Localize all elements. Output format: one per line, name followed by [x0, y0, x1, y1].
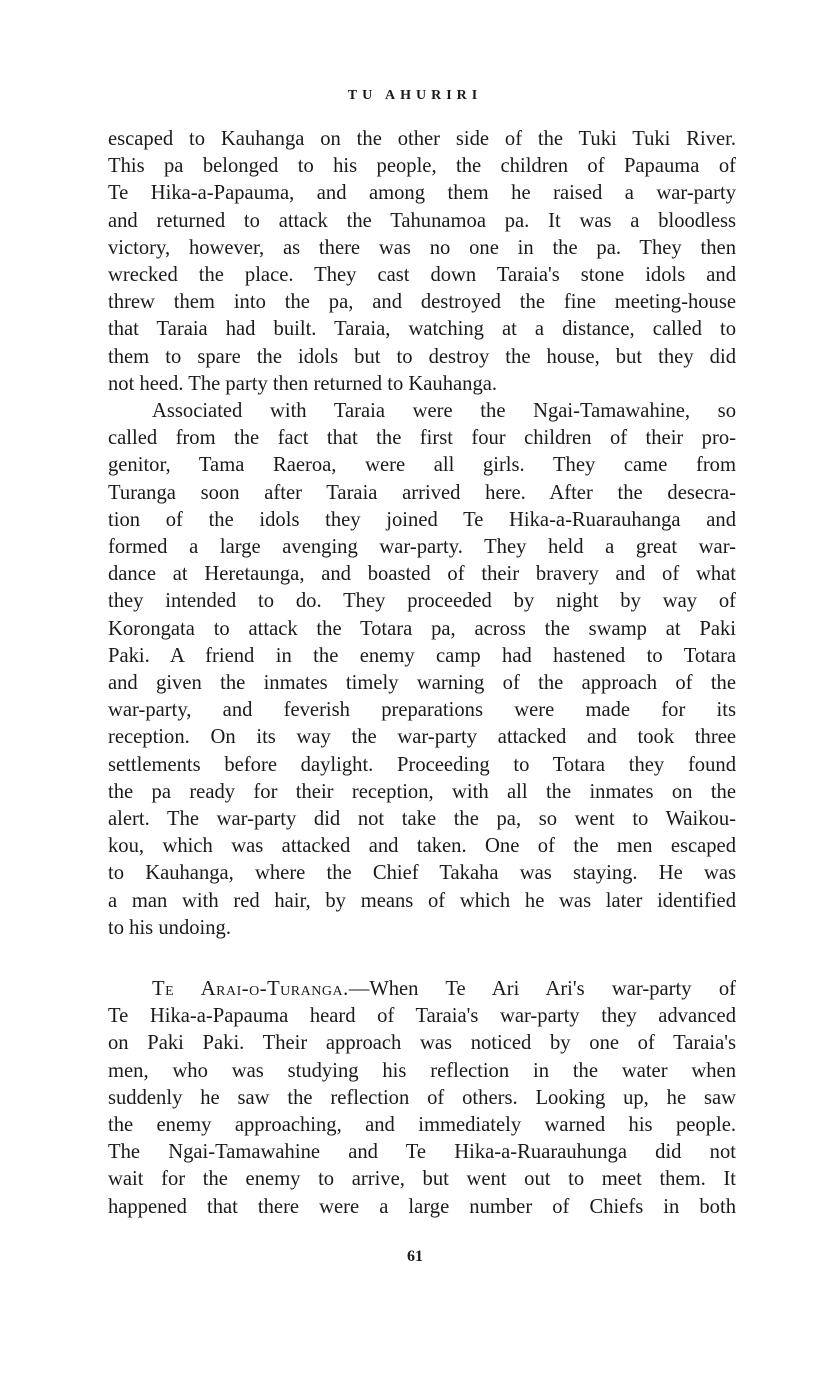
text-line: men, who was studying his reflection in the water when — [108, 1059, 736, 1082]
text-line: to Kauhanga, where the Chief Takaha was staying. He was — [108, 862, 736, 885]
text-line: kou, which was attacked and taken. One of the men escaped — [108, 835, 736, 858]
text-line: a man with red hair, by means of which he was later identified — [108, 889, 736, 912]
text-line: happened that there were a large number of Chiefs in both — [108, 1195, 736, 1218]
text-line: war-party, and feverish preparations were made for its — [108, 699, 736, 722]
text-line: Turanga soon after Taraia arrived here. After the desecra- — [108, 481, 736, 504]
text-line: This pa belonged to his people, the children of Papauma of — [108, 155, 736, 178]
text-line: wrecked the place. They cast down Taraia's stone idols and — [108, 264, 736, 287]
text-line: settlements before daylight. Proceeding to Totara they found — [108, 753, 736, 776]
text-line: Te Hika-a-Papauma heard of Taraia's war-party they advanced — [108, 1005, 736, 1028]
text-line: to his undoing. — [108, 916, 231, 939]
text-line-rest: —When Te Ari Ari's war-party of — [348, 978, 736, 1000]
text-line: The Ngai-Tamawahine and Te Hika-a-Ruarauhunga did not — [108, 1141, 736, 1164]
text-line: tion of the idols they joined Te Hika-a-Ruarauhanga and — [108, 508, 736, 531]
text-line: called from the fact that the first four children of their pro- — [108, 427, 736, 450]
text-line: alert. The war-party did not take the pa, so went to Waikou- — [108, 808, 736, 831]
text-line: the enemy approaching, and immediately warned his people. — [108, 1114, 736, 1137]
body-text-lower — [108, 976, 736, 1221]
text-line: victory, however, as there was no one in the pa. They then — [108, 236, 736, 259]
text-line: formed a large avenging war-party. They held a great war- — [108, 536, 736, 559]
text-line: Paki. A friend in the enemy camp had hastened to Totara — [108, 644, 736, 667]
text-line: they intended to do. They proceeded by night by way of — [108, 590, 736, 613]
section-first-line — [108, 976, 736, 1003]
body-text-upper — [108, 126, 736, 942]
text-line: suddenly he saw the reflection of others. Looking up, he saw — [108, 1086, 736, 1109]
text-line: and given the inmates timely warning of the approach of the — [108, 672, 736, 695]
text-line: Associated with Taraia were the Ngai-Tamawahine, so — [152, 400, 736, 423]
text-line: escaped to Kauhanga on the other side of the Tuki Tuki River. — [108, 128, 736, 150]
text-line: not heed. The party then returned to Kauhanga. — [108, 372, 498, 395]
page-number: 61 — [407, 1248, 423, 1265]
text-line: wait for the enemy to arrive, but went out to meet them. It — [108, 1168, 736, 1191]
text-line: and returned to attack the Tahunamoa pa. It was a bloodless — [108, 209, 736, 232]
section-heading: Te Arai-o-Turanga. — [152, 978, 349, 1000]
text-line: genitor, Tama Raeroa, were all girls. They came from — [108, 454, 736, 477]
text-line: on Paki Paki. Their approach was noticed by one of Taraia's — [108, 1032, 736, 1055]
text-line: the pa ready for their reception, with all the inmates on the — [108, 780, 736, 803]
running-title: TU AHURIRI — [347, 88, 483, 103]
text-line: Te Hika-a-Papauma, and among them he raised a war-party — [108, 182, 736, 205]
text-line: threw them into the pa, and destroyed the fine meeting-house — [108, 291, 736, 314]
text-line: Korongata to attack the Totara pa, across the swamp at Paki — [108, 617, 736, 640]
text-line: dance at Heretaunga, and boasted of their bravery and of what — [108, 563, 736, 586]
text-line: them to spare the idols but to destroy the house, but they did — [108, 345, 736, 368]
text-line: that Taraia had built. Taraia, watching at a distance, called to — [108, 318, 736, 341]
text-line: reception. On its way the war-party attacked and took three — [108, 726, 736, 749]
